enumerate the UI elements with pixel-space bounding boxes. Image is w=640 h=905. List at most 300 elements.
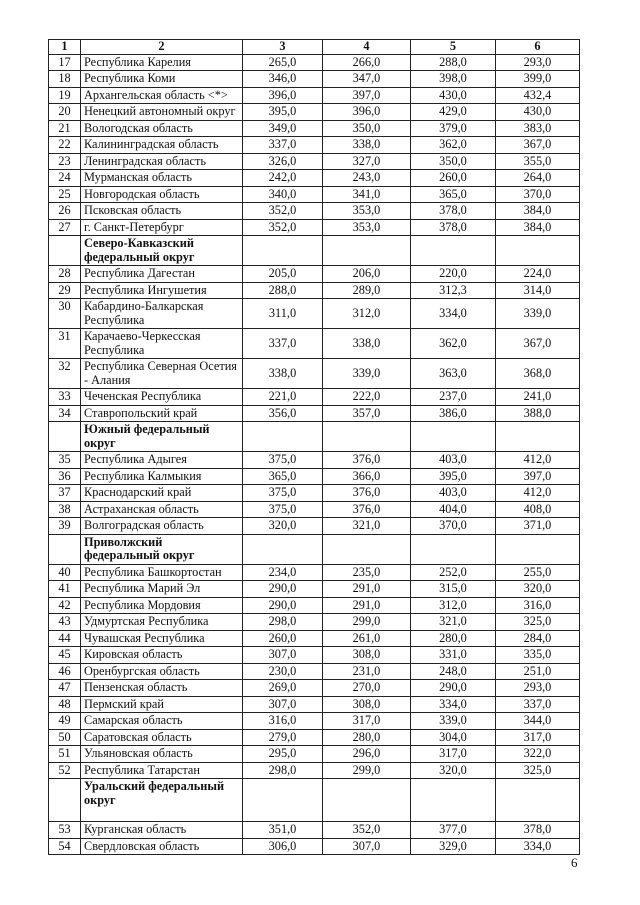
value-cell: 296,0 [323,746,411,763]
table-row [49,87,580,104]
value-cell: 375,0 [243,452,323,469]
empty-cell [243,534,323,564]
value-cell: 338,0 [243,359,323,389]
value-cell: 255,0 [496,564,580,581]
value-cell: 308,0 [323,647,411,664]
value-cell: 412,0 [496,485,580,502]
region-name-cell: Саратовская область [81,729,243,746]
value-cell: 432,4 [496,87,580,104]
section-row [49,236,580,266]
value-cell: 269,0 [243,680,323,697]
value-cell: 321,0 [411,614,496,631]
table-row [49,581,580,598]
value-cell: 284,0 [496,630,580,647]
row-number-cell: 31 [49,329,81,359]
row-number-cell: 23 [49,153,81,170]
row-number-cell: 37 [49,485,81,502]
region-name-cell: Республика Марий Эл [81,581,243,598]
value-cell: 299,0 [323,614,411,631]
value-cell: 293,0 [496,680,580,697]
value-cell: 241,0 [496,389,580,406]
region-name-cell: Вологодская область [81,120,243,137]
value-cell: 356,0 [243,405,323,422]
value-cell: 367,0 [496,137,580,154]
table-row [49,405,580,422]
value-cell: 353,0 [323,219,411,236]
value-cell: 430,0 [496,104,580,121]
region-name-cell: Пензенская область [81,680,243,697]
value-cell: 338,0 [323,137,411,154]
row-number-cell: 50 [49,729,81,746]
value-cell: 260,0 [243,630,323,647]
table-row [49,630,580,647]
row-number-cell: 49 [49,713,81,730]
value-cell: 288,0 [243,282,323,299]
table-row [49,186,580,203]
table-row [49,329,580,359]
region-name-cell: Кабардино-Балкарская Республика [81,299,243,329]
value-cell: 375,0 [243,501,323,518]
region-name-cell: Мурманская область [81,170,243,187]
value-cell: 270,0 [323,680,411,697]
empty-cell [323,236,411,266]
section-row [49,422,580,452]
row-number-cell: 24 [49,170,81,187]
region-name-cell: Ненецкий автономный округ [81,104,243,121]
value-cell: 403,0 [411,452,496,469]
region-name-cell: Оренбургская область [81,663,243,680]
value-cell: 357,0 [323,405,411,422]
row-number-cell: 53 [49,822,81,839]
region-name-cell: Краснодарский край [81,485,243,502]
value-cell: 370,0 [411,518,496,535]
row-number-cell: 42 [49,597,81,614]
value-cell: 367,0 [496,329,580,359]
row-number-cell: 30 [49,299,81,329]
table-row [49,564,580,581]
table-row [49,104,580,121]
value-cell: 293,0 [496,54,580,71]
region-name-cell: Псковская область [81,203,243,220]
region-name-cell: Новгородская область [81,186,243,203]
value-cell: 395,0 [411,468,496,485]
value-cell: 306,0 [243,838,323,855]
row-number-cell: 40 [49,564,81,581]
value-cell: 370,0 [496,186,580,203]
region-name-cell: Калининградская область [81,137,243,154]
table-row [49,696,580,713]
value-cell: 224,0 [496,266,580,283]
value-cell: 312,3 [411,282,496,299]
value-cell: 291,0 [323,581,411,598]
row-number-cell: 52 [49,762,81,779]
value-cell: 335,0 [496,647,580,664]
value-cell: 376,0 [323,501,411,518]
value-cell: 299,0 [323,762,411,779]
section-title: Уральский федеральный округ [81,779,243,822]
value-cell: 352,0 [243,203,323,220]
row-number-cell: 46 [49,663,81,680]
value-cell: 384,0 [496,203,580,220]
value-cell: 353,0 [323,203,411,220]
table-row [49,647,580,664]
value-cell: 311,0 [243,299,323,329]
table-row [49,762,580,779]
value-cell: 325,0 [496,614,580,631]
table-row [49,838,580,855]
region-name-cell: Самарская область [81,713,243,730]
value-cell: 362,0 [411,329,496,359]
row-number-cell: 43 [49,614,81,631]
region-name-cell: Республика Адыгея [81,452,243,469]
empty-cell [411,534,496,564]
value-cell: 290,0 [411,680,496,697]
region-name-cell: Чувашская Республика [81,630,243,647]
value-cell: 350,0 [411,153,496,170]
value-cell: 334,0 [411,696,496,713]
value-cell: 339,0 [496,299,580,329]
region-name-cell: Ульяновская область [81,746,243,763]
row-number-cell: 19 [49,87,81,104]
value-cell: 339,0 [411,713,496,730]
region-name-cell: г. Санкт-Петербург [81,219,243,236]
value-cell: 337,0 [243,137,323,154]
table-row [49,452,580,469]
value-cell: 378,0 [411,219,496,236]
table-row [49,71,580,88]
region-name-cell: Республика Татарстан [81,762,243,779]
value-cell: 290,0 [243,597,323,614]
value-cell: 388,0 [496,405,580,422]
page-number: 6 [571,855,578,870]
table-row [49,137,580,154]
value-cell: 295,0 [243,746,323,763]
value-cell: 346,0 [243,71,323,88]
region-name-cell: Республика Ингушетия [81,282,243,299]
value-cell: 289,0 [323,282,411,299]
row-number-cell: 39 [49,518,81,535]
table-row [49,153,580,170]
value-cell: 429,0 [411,104,496,121]
row-number-cell: 45 [49,647,81,664]
region-name-cell: Республика Дагестан [81,266,243,283]
value-cell: 322,0 [496,746,580,763]
row-number-cell: 44 [49,630,81,647]
value-cell: 234,0 [243,564,323,581]
section-row [49,534,580,564]
value-cell: 288,0 [411,54,496,71]
value-cell: 252,0 [411,564,496,581]
value-cell: 298,0 [243,614,323,631]
value-cell: 326,0 [243,153,323,170]
column-header: 1 [49,40,81,55]
empty-cell [49,779,81,822]
value-cell: 378,0 [411,203,496,220]
column-header: 5 [411,40,496,55]
row-number-cell: 35 [49,452,81,469]
value-cell: 312,0 [411,597,496,614]
value-cell: 338,0 [323,329,411,359]
table-row [49,170,580,187]
table-row [49,120,580,137]
value-cell: 320,0 [243,518,323,535]
value-cell: 307,0 [243,647,323,664]
value-cell: 251,0 [496,663,580,680]
value-cell: 317,0 [411,746,496,763]
empty-cell [323,779,411,822]
value-cell: 377,0 [411,822,496,839]
region-name-cell: Республика Карелия [81,54,243,71]
value-cell: 396,0 [323,104,411,121]
empty-cell [496,236,580,266]
region-name-cell: Кировская область [81,647,243,664]
table-row [49,389,580,406]
value-cell: 366,0 [323,468,411,485]
value-cell: 266,0 [323,54,411,71]
section-title: Южный федеральный округ [81,422,243,452]
value-cell: 230,0 [243,663,323,680]
row-number-cell: 48 [49,696,81,713]
table-row [49,468,580,485]
row-number-cell: 28 [49,266,81,283]
value-cell: 334,0 [411,299,496,329]
value-cell: 237,0 [411,389,496,406]
value-cell: 291,0 [323,597,411,614]
empty-cell [411,236,496,266]
table-row [49,219,580,236]
row-number-cell: 51 [49,746,81,763]
value-cell: 264,0 [496,170,580,187]
row-number-cell: 29 [49,282,81,299]
region-name-cell: Республика Башкортостан [81,564,243,581]
table-row [49,822,580,839]
value-cell: 331,0 [411,647,496,664]
empty-cell [243,422,323,452]
value-cell: 265,0 [243,54,323,71]
value-cell: 334,0 [496,838,580,855]
value-cell: 408,0 [496,501,580,518]
value-cell: 363,0 [411,359,496,389]
table-row [49,299,580,329]
empty-cell [496,779,580,822]
tariff-table [48,39,580,855]
value-cell: 308,0 [323,696,411,713]
value-cell: 351,0 [243,822,323,839]
table-row [49,485,580,502]
value-cell: 397,0 [323,87,411,104]
row-number-cell: 36 [49,468,81,485]
table-row [49,359,580,389]
row-number-cell: 54 [49,838,81,855]
table-row [49,680,580,697]
region-name-cell: Волгоградская область [81,518,243,535]
table-row [49,501,580,518]
value-cell: 396,0 [243,87,323,104]
region-name-cell: Республика Мордовия [81,597,243,614]
table-row [49,729,580,746]
value-cell: 220,0 [411,266,496,283]
value-cell: 312,0 [323,299,411,329]
row-number-cell: 17 [49,54,81,71]
value-cell: 430,0 [411,87,496,104]
empty-cell [323,422,411,452]
value-cell: 307,0 [323,838,411,855]
value-cell: 340,0 [243,186,323,203]
section-title: Приволжский федеральный округ [81,534,243,564]
region-name-cell: Ленинградская область [81,153,243,170]
value-cell: 375,0 [243,485,323,502]
value-cell: 371,0 [496,518,580,535]
value-cell: 412,0 [496,452,580,469]
row-number-cell: 27 [49,219,81,236]
value-cell: 379,0 [411,120,496,137]
value-cell: 320,0 [496,581,580,598]
row-number-cell: 47 [49,680,81,697]
value-cell: 352,0 [243,219,323,236]
column-header: 2 [81,40,243,55]
value-cell: 329,0 [411,838,496,855]
table-row [49,518,580,535]
value-cell: 398,0 [411,71,496,88]
value-cell: 222,0 [323,389,411,406]
row-number-cell: 34 [49,405,81,422]
value-cell: 383,0 [496,120,580,137]
value-cell: 325,0 [496,762,580,779]
row-number-cell: 41 [49,581,81,598]
value-cell: 368,0 [496,359,580,389]
value-cell: 317,0 [323,713,411,730]
value-cell: 314,0 [496,282,580,299]
value-cell: 362,0 [411,137,496,154]
value-cell: 206,0 [323,266,411,283]
value-cell: 344,0 [496,713,580,730]
region-name-cell: Республика Северная Осетия - Алания [81,359,243,389]
empty-cell [496,534,580,564]
value-cell: 260,0 [411,170,496,187]
value-cell: 231,0 [323,663,411,680]
value-cell: 386,0 [411,405,496,422]
value-cell: 378,0 [496,822,580,839]
value-cell: 316,0 [243,713,323,730]
value-cell: 365,0 [411,186,496,203]
column-header: 6 [496,40,580,55]
region-name-cell: Архангельская область <*> [81,87,243,104]
value-cell: 376,0 [323,452,411,469]
empty-cell [411,422,496,452]
value-cell: 355,0 [496,153,580,170]
row-number-cell: 33 [49,389,81,406]
value-cell: 376,0 [323,485,411,502]
empty-cell [49,534,81,564]
region-name-cell: Карачаево-Черкесская Республика [81,329,243,359]
table-body [49,54,580,855]
region-name-cell: Республика Калмыкия [81,468,243,485]
value-cell: 347,0 [323,71,411,88]
value-cell: 316,0 [496,597,580,614]
row-number-cell: 32 [49,359,81,389]
value-cell: 304,0 [411,729,496,746]
empty-cell [243,236,323,266]
table-row [49,282,580,299]
value-cell: 352,0 [323,822,411,839]
table-row [49,54,580,71]
region-name-cell: Курганская область [81,822,243,839]
value-cell: 339,0 [323,359,411,389]
row-number-cell: 25 [49,186,81,203]
header-row [49,40,580,55]
row-number-cell: 21 [49,120,81,137]
value-cell: 397,0 [496,468,580,485]
table-row [49,597,580,614]
value-cell: 350,0 [323,120,411,137]
region-name-cell: Республика Коми [81,71,243,88]
empty-cell [49,422,81,452]
row-number-cell: 38 [49,501,81,518]
region-name-cell: Пермский край [81,696,243,713]
value-cell: 243,0 [323,170,411,187]
row-number-cell: 20 [49,104,81,121]
value-cell: 341,0 [323,186,411,203]
row-number-cell: 26 [49,203,81,220]
table-row [49,663,580,680]
value-cell: 298,0 [243,762,323,779]
empty-cell [411,779,496,822]
table-row [49,713,580,730]
value-cell: 399,0 [496,71,580,88]
section-title: Северо-Кавказский федеральный округ [81,236,243,266]
empty-cell [49,236,81,266]
value-cell: 384,0 [496,219,580,236]
region-name-cell: Астраханская область [81,501,243,518]
value-cell: 280,0 [411,630,496,647]
value-cell: 315,0 [411,581,496,598]
value-cell: 307,0 [243,696,323,713]
row-number-cell: 18 [49,71,81,88]
value-cell: 349,0 [243,120,323,137]
value-cell: 235,0 [323,564,411,581]
region-name-cell: Ставропольский край [81,405,243,422]
column-header: 4 [323,40,411,55]
value-cell: 290,0 [243,581,323,598]
value-cell: 395,0 [243,104,323,121]
value-cell: 261,0 [323,630,411,647]
table-row [49,266,580,283]
value-cell: 321,0 [323,518,411,535]
empty-cell [323,534,411,564]
value-cell: 337,0 [243,329,323,359]
table-row [49,614,580,631]
region-name-cell: Удмуртская Республика [81,614,243,631]
region-name-cell: Свердловская область [81,838,243,855]
value-cell: 221,0 [243,389,323,406]
empty-cell [243,779,323,822]
value-cell: 280,0 [323,729,411,746]
value-cell: 248,0 [411,663,496,680]
column-header: 3 [243,40,323,55]
table-row [49,203,580,220]
value-cell: 404,0 [411,501,496,518]
empty-cell [496,422,580,452]
value-cell: 320,0 [411,762,496,779]
region-name-cell: Чеченская Республика [81,389,243,406]
value-cell: 205,0 [243,266,323,283]
section-row [49,779,580,822]
row-number-cell: 22 [49,137,81,154]
value-cell: 327,0 [323,153,411,170]
value-cell: 317,0 [496,729,580,746]
value-cell: 337,0 [496,696,580,713]
value-cell: 242,0 [243,170,323,187]
